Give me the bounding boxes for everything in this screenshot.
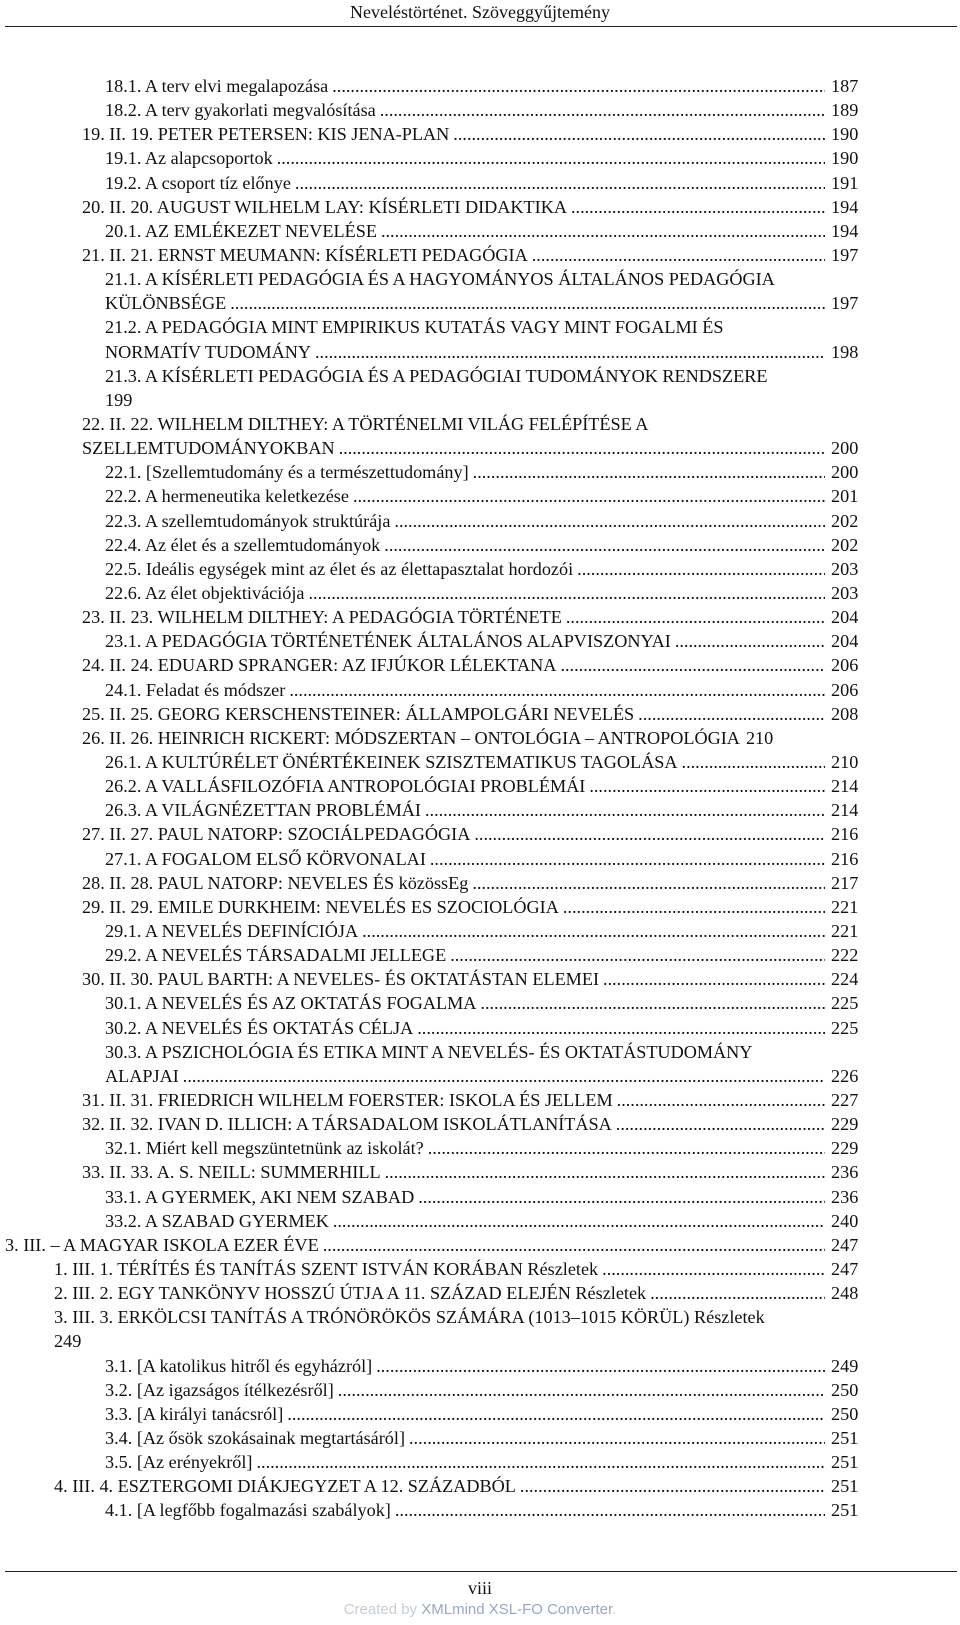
toc-entry-title: 32.1. Miért kell megszüntetnünk az iskolát? [105,1138,424,1159]
dot-leader [470,822,825,846]
dot-leader [671,629,825,653]
toc-entry-title: 21. II. 21. ERNST MEUMANN: KÍSÉRLETI PEDAGÓGIA [82,244,528,265]
toc-entry-page: 190 [831,124,859,145]
toc-entry-title: 3.5. [Az erényekről] [105,1452,253,1473]
dot-leader [349,484,825,508]
toc-entry-page: 187 [831,76,859,96]
toc-entry-page: 203 [831,558,859,579]
toc-entry-page: 200 [831,438,859,459]
toc-entry[interactable] [0,533,960,557]
dot-leader [376,98,825,122]
toc-entry-page: 198 [831,341,859,362]
table-of-contents [0,74,960,1523]
toc-entry-page: 216 [831,848,859,869]
toc-entry[interactable] [0,1498,960,1522]
toc-entry-title: 4.1. [A legfőbb fogalmazási szabályok] [105,1500,391,1521]
toc-entry[interactable] [0,774,960,798]
toc-entry[interactable] [0,1426,960,1450]
toc-entry-title: 1. III. 1. TÉRÍTÉS ÉS TANÍTÁS SZENT ISTVÁN KORÁBAN Részletek [54,1258,599,1279]
toc-entry-page: 210 [831,752,859,772]
toc-entry-title: 26.2. A VALLÁSFILOZÓFIA ANTROPOLÓGIAI PROBLÉMÁI [105,776,586,797]
toc-entry-page: 224 [831,969,859,990]
toc-entry-title: 30.2. A NEVELÉS ÉS OKTATÁS CÉLJA [105,1017,414,1038]
toc-entry[interactable] [0,1233,960,1257]
dot-leader [390,509,825,533]
dot-leader [319,1233,825,1257]
toc-entry-title: 32. II. 32. IVAN D. ILLICH: A TÁRSADALOM ISKOLÁTLANÍTÁSA [82,1114,612,1135]
toc-entry[interactable] [0,484,960,508]
toc-entry-page: 217 [831,872,859,893]
dot-leader [414,1185,825,1209]
toc-entry-title: 21.1. A KÍSÉRLETI PEDAGÓGIA ÉS A HAGYOMÁNYOS ÁLTALÁNOS PEDAGÓGIA [105,269,775,290]
toc-entry-title-continued: ALAPJAI [105,1065,179,1086]
toc-entry-title: 30. II. 30. PAUL BARTH: A NEVELES- ÉS OKTATÁSTAN ELEMEI [82,969,600,990]
dot-leader [391,1498,825,1522]
dot-leader [226,291,825,315]
toc-entry-title: 27. II. 27. PAUL NATORP: SZOCIÁLPEDAGÓGIA [82,824,471,845]
toc-entry[interactable] [0,315,960,363]
toc-entry-title: 28. II. 28. PAUL NATORP: NEVELES ÉS közössEg [82,872,469,893]
toc-entry-title: 26. II. 26. HEINRICH RICKERT: MÓDSZERTAN – ONTOLÓGIA – ANTROPOLÓGIA [82,727,740,748]
toc-entry-title: 29. II. 29. EMILE DURKHEIM: NEVELÉS ES SZOCIOLÓGIA [82,896,559,917]
toc-entry-title: 3. III. – A MAGYAR ISKOLA EZER ÉVE [5,1234,319,1255]
toc-entry[interactable] [0,460,960,484]
toc-entry[interactable] [0,1136,960,1160]
toc-entry-title: 22. II. 22. WILHELM DILTHEY: A TÖRTÉNELMI VILÁG FELÉPÍTÉSE A [82,414,649,435]
toc-entry[interactable] [0,243,960,267]
toc-entry[interactable] [0,943,960,967]
toc-entry-page: 206 [831,679,859,700]
toc-entry[interactable] [0,991,960,1015]
toc-entry-page: 194 [831,196,859,217]
toc-entry[interactable] [0,122,960,146]
dot-leader [413,1016,825,1040]
toc-entry[interactable] [0,1040,960,1088]
toc-entry-title: 18.2. A terv gyakorlati megvalósítása [105,100,376,121]
dot-leader [646,1281,825,1305]
toc-entry-page: 251 [831,1452,859,1473]
dot-leader [468,871,825,895]
toc-entry-title: 22.1. [Szellemtudomány és a természettudomány] [105,462,469,483]
toc-entry-page: 229 [831,1138,859,1159]
toc-entry-page: 229 [831,1114,859,1135]
toc-entry[interactable] [0,605,960,629]
dot-leader [559,895,825,919]
dot-leader [449,122,825,146]
toc-entry[interactable] [0,557,960,581]
toc-entry-page: 197 [831,244,859,265]
dot-leader [599,967,825,991]
toc-entry-page: 249 [54,1331,82,1352]
toc-entry-title: 24. II. 24. EDUARD SPRANGER: AZ IFJÚKOR LÉLEKTANA [82,655,557,676]
dot-leader [311,340,825,364]
dot-leader [291,171,825,195]
toc-entry-page: 251 [831,1427,859,1448]
toc-entry-page: 236 [831,1186,859,1207]
toc-entry-title: 29.1. A NEVELÉS DEFINÍCIÓJA [105,920,359,941]
toc-entry-title: 27.1. A FOGALOM ELSŐ KÖRVONALAI [105,848,426,869]
toc-entry[interactable] [0,1257,960,1281]
dot-leader [329,1209,825,1233]
toc-entry-page: 249 [831,1355,859,1376]
toc-entry[interactable] [0,702,960,726]
toc-entry-page: 197 [831,293,859,314]
toc-entry-page: 191 [831,172,859,193]
toc-entry-title: 3. III. 3. ERKÖLCSI TANÍTÁS A TRÓNÖRÖKÖS SZÁMÁRA (1013–1015 KÖRÜL) Részletek [54,1307,765,1328]
toc-entry[interactable] [0,1474,960,1498]
toc-entry-title: 3.3. [A királyi tanácsról] [105,1403,284,1424]
toc-entry[interactable] [0,1209,960,1233]
toc-entry-title: 30.3. A PSZICHOLÓGIA ÉS ETIKA MINT A NEVELÉS- ÉS OKTATÁSTUDOMÁNY [105,1041,753,1062]
toc-entry[interactable] [0,1402,960,1426]
toc-entry-title-continued: NORMATÍV TUDOMÁNY [105,341,311,362]
toc-entry[interactable] [0,871,960,895]
converter-credit [0,1601,960,1618]
toc-entry[interactable] [0,847,960,871]
toc-entry-page: 216 [831,824,859,845]
toc-entry[interactable] [0,98,960,122]
toc-entry-title: 29.2. A NEVELÉS TÁRSADALMI JELLEGE [105,945,447,966]
dot-leader [273,146,825,170]
footer-rule [5,1571,957,1572]
toc-entry[interactable] [0,798,960,822]
toc-entry-title: 22.5. Ideális egységek mint az élet és az élettapasztalat hordozói [105,558,574,579]
dot-leader [381,1160,825,1184]
toc-entry-title: 19.1. Az alapcsoportok [105,148,273,169]
toc-entry-page: 222 [831,945,859,966]
toc-entry[interactable] [0,1016,960,1040]
toc-entry-page: 247 [831,1258,859,1279]
toc-entry-page: 189 [831,100,859,121]
toc-entry-page: 236 [831,1162,859,1183]
toc-entry-page: 227 [831,1089,859,1110]
toc-entry-title: 21.3. A KÍSÉRLETI PEDAGÓGIA ÉS A PEDAGÓGIAI TUDOMÁNYOK RENDSZERE [105,365,768,386]
toc-entry-title: 33.2. A SZABAD GYERMEK [105,1210,329,1231]
toc-entry-title-continued: SZELLEMTUDOMÁNYOKBAN [82,438,335,459]
toc-entry-page: 247 [831,1234,859,1255]
toc-entry-title: 18.1. A terv elvi megalapozása [105,76,329,96]
toc-entry[interactable] [0,171,960,195]
toc-entry-title: 26.3. A VILÁGNÉZETTAN PROBLÉMÁI [105,800,421,821]
toc-entry-page: 210 [745,727,774,748]
toc-entry-page: 194 [831,220,859,241]
toc-entry[interactable] [0,822,960,846]
dot-leader [335,436,825,460]
toc-entry-title: 3.2. [Az igazságos ítélkezésről] [105,1379,334,1400]
toc-entry[interactable] [0,653,960,677]
toc-entry-page: 206 [831,655,859,676]
toc-entry-title: 22.6. Az élet objektivációja [105,583,305,604]
toc-entry[interactable] [0,412,960,460]
toc-entry[interactable] [0,1305,960,1353]
dot-leader [446,943,825,967]
toc-entry[interactable] [0,581,960,605]
toc-entry[interactable] [0,1112,960,1136]
toc-entry-title: 20. II. 20. AUGUST WILHELM LAY: KÍSÉRLETI DIDAKTIKA [82,196,567,217]
dot-leader [179,1064,825,1088]
dot-leader [567,195,825,219]
toc-entry[interactable] [0,1450,960,1474]
dot-leader [426,847,825,871]
toc-entry-title: 4. III. 4. ESZTERGOMI DIÁKJEGYZET A 12. SZÁZADBÓL [54,1476,516,1497]
toc-entry-title: 19. II. 19. PETER PETERSEN: KIS JENA-PLAN [82,124,450,145]
toc-entry-page: 202 [831,510,859,531]
toc-entry[interactable] [0,1378,960,1402]
toc-entry-page: 225 [831,1017,859,1038]
dot-leader [380,533,825,557]
toc-entry-title: 25. II. 25. GEORG KERSCHENSTEINER: ÁLLAMPOLGÁRI NEVELÉS [82,703,635,724]
toc-entry[interactable] [0,1281,960,1305]
dot-leader [585,774,825,798]
toc-entry[interactable] [0,967,960,991]
toc-entry[interactable] [0,726,960,750]
toc-entry-page: 204 [831,607,859,628]
dot-leader [334,1378,825,1402]
toc-entry-page: 201 [831,486,859,507]
toc-entry-page: 250 [831,1403,859,1424]
dot-leader [528,243,825,267]
toc-entry-page: 199 [105,389,133,410]
toc-entry-title: 19.2. A csoport tíz előnye [105,172,291,193]
toc-entry-page: 250 [831,1379,859,1400]
credit-brand[interactable]: XMLmind XSL-FO Converter [421,1601,613,1618]
toc-entry-page: 221 [831,920,859,941]
toc-entry[interactable] [0,1354,960,1378]
toc-entry[interactable] [0,1088,960,1112]
toc-entry[interactable] [0,919,960,943]
toc-entry-title: 22.3. A szellemtudományok struktúrája [105,510,391,531]
toc-entry-title: 2. III. 2. EGY TANKÖNYV HOSSZÚ ÚTJA A 11. SZÁZAD ELEJÉN Részletek [54,1283,647,1304]
toc-entry-title: 22.4. Az élet és a szellemtudományok [105,534,381,555]
toc-entry-page: 214 [831,800,859,821]
toc-entry[interactable] [0,750,960,774]
toc-entry-page: 200 [831,462,859,483]
toc-entry-page: 251 [831,1476,859,1497]
toc-entry-title: 20.1. AZ EMLÉKEZET NEVELÉSE [105,220,377,241]
toc-entry-title: 22.2. A hermeneutika keletkezése [105,486,349,507]
dot-leader [598,1257,825,1281]
dot-leader [283,1402,825,1426]
toc-entry[interactable] [0,1160,960,1184]
dot-leader [476,991,825,1015]
toc-entry-title: 23.1. A PEDAGÓGIA TÖRTÉNETÉNEK ÁLTALÁNOS ALAPVISZONYAI [105,631,671,652]
toc-entry-title: 24.1. Feladat és módszer [105,679,286,700]
dot-leader [252,1450,825,1474]
toc-entry-page: 226 [831,1065,859,1086]
toc-entry-page: 221 [831,896,859,917]
dot-leader [516,1474,825,1498]
toc-entry-page: 203 [831,583,859,604]
toc-entry-title: 26.1. A KULTÚRÉLET ÖNÉRTÉKEINEK SZISZTEMATIKUS TAGOLÁSA [105,752,678,772]
header-rule [5,26,957,27]
toc-entry-page: 248 [831,1283,859,1304]
toc-entry-title: 30.1. A NEVELÉS ÉS AZ OKTATÁS FOGALMA [105,993,477,1014]
dot-leader [612,1112,825,1136]
toc-entry-title: 33. II. 33. A. S. NEILL: SUMMERHILL [82,1162,381,1183]
toc-entry[interactable] [0,1185,960,1209]
toc-entry-title: 23. II. 23. WILHELM DILTHEY: A PEDAGÓGIA TÖRTÉNETE [82,607,562,628]
dot-leader [421,798,825,822]
page-number: viii [467,1578,492,1598]
toc-entry-page: 208 [831,703,859,724]
toc-entry-page: 251 [831,1500,859,1521]
toc-entry-page: 204 [831,631,859,652]
toc-entry-title: 31. II. 31. FRIEDRICH WILHELM FOERSTER: ISKOLA ÉS JELLEM [82,1089,613,1110]
toc-entry-page: 225 [831,993,859,1014]
dot-leader [377,219,825,243]
toc-entry-page: 214 [831,776,859,797]
dot-leader [562,605,825,629]
toc-entry[interactable] [0,195,960,219]
toc-entry-page: 240 [831,1210,859,1231]
toc-entry-title-continued: KÜLÖNBSÉGE [105,293,227,314]
dot-leader [469,460,825,484]
dot-leader [573,557,825,581]
toc-entry[interactable] [0,629,960,653]
toc-entry[interactable] [0,678,960,702]
dot-leader [328,74,825,98]
credit-suffix: . [612,1601,617,1618]
toc-entry-page: 202 [831,534,859,555]
toc-entry-title: 21.2. A PEDAGÓGIA MINT EMPIRIKUS KUTATÁS VAGY MINT FOGALMI ÉS [105,317,724,338]
dot-leader [678,750,825,774]
dot-leader [634,702,825,726]
running-header: Neveléstörténet. Szöveggyűjtemény [350,2,610,22]
dot-leader [556,653,825,677]
toc-entry[interactable] [0,74,960,98]
toc-entry[interactable] [0,267,960,315]
toc-entry-title: 3.1. [A katolikus hitről és egyházról] [105,1355,373,1376]
dot-leader [424,1136,825,1160]
toc-entry-page: 190 [831,148,859,169]
dot-leader [285,678,825,702]
toc-entry-title: 3.4. [Az ősök szokásainak megtartásáról] [105,1427,405,1448]
dot-leader [358,919,825,943]
dot-leader [305,581,826,605]
toc-entry[interactable] [0,146,960,170]
dot-leader [405,1426,825,1450]
toc-entry[interactable] [0,364,960,412]
toc-entry[interactable] [0,509,960,533]
toc-entry[interactable] [0,895,960,919]
toc-entry[interactable] [0,219,960,243]
dot-leader [613,1088,825,1112]
credit-prefix: Created by [343,1601,422,1618]
dot-leader [372,1354,825,1378]
toc-entry-title: 33.1. A GYERMEK, AKI NEM SZABAD [105,1186,415,1207]
